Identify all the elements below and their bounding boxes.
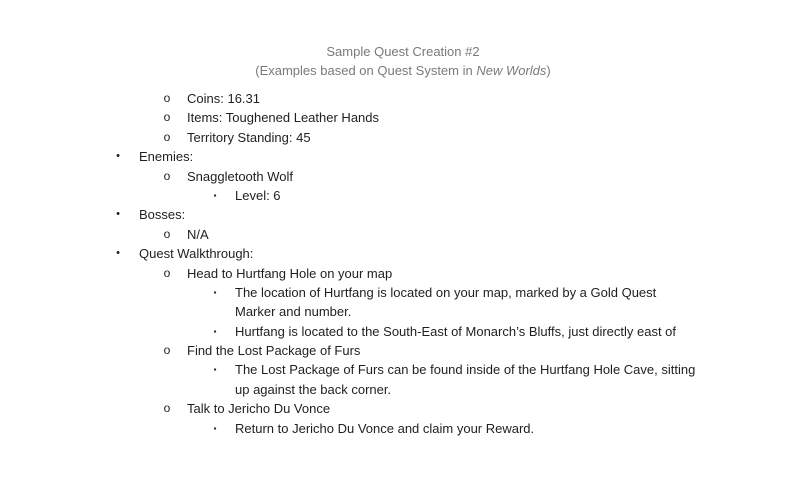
list-item (0, 108, 806, 127)
bullet-icon: ▪ (213, 326, 217, 336)
list-item (0, 186, 806, 205)
list-item-text: Return to Jericho Du Vonce and claim your Reward. (235, 420, 535, 436)
bullet-icon: o (163, 168, 171, 183)
list-item (0, 264, 806, 283)
document-title: Sample Quest Creation #2 (326, 44, 480, 59)
list-item-text: Bosses: (139, 207, 186, 223)
bullet-icon: ▪ (213, 423, 217, 433)
list-item (0, 360, 806, 379)
bullet-icon: o (163, 401, 171, 416)
list-item (0, 225, 806, 244)
bullet-icon: • (116, 208, 120, 221)
list-item-text: Level: 6 (235, 187, 281, 203)
list-item-text: N/A (187, 226, 209, 242)
list-item (0, 283, 806, 302)
bullet-icon: ▪ (213, 287, 217, 297)
list-item-text: The location of Hurtfang is located on your map, marked by a Gold Quest (235, 284, 657, 300)
bullet-icon: o (163, 226, 171, 241)
list-item-text: The Lost Package of Furs can be found inside of the Hurtfang Hole Cave, sitting (235, 362, 696, 378)
document-body (0, 89, 806, 438)
list-item (0, 302, 806, 321)
list-item (0, 167, 806, 186)
bullet-icon: o (163, 265, 171, 280)
bullet-icon: ▪ (213, 365, 217, 375)
list-item-text: Snaggletooth Wolf (187, 168, 293, 184)
bullet-icon: o (163, 91, 171, 105)
list-item-text: Marker and number. (235, 304, 352, 320)
list-item (0, 205, 806, 224)
bullet-icon: o (163, 343, 171, 358)
list-item (0, 128, 806, 147)
list-item (0, 322, 806, 341)
list-item-text: Items: Toughened Leather Hands (187, 110, 380, 126)
list-item (0, 399, 806, 418)
subtitle-suffix: ) (546, 63, 551, 78)
list-item (0, 89, 806, 108)
list-item-text: Hurtfang is located to the South-East of Monarch’s Bluffs, just directly east of (235, 323, 677, 339)
list-item (0, 244, 806, 263)
list-item-text: Coins: 16.31 (187, 91, 260, 106)
document-subtitle (0, 61, 806, 80)
list-item (0, 341, 806, 360)
document-header (0, 42, 806, 80)
bullet-icon: • (116, 150, 120, 163)
bullet-icon: o (163, 110, 171, 125)
list-item-text: Territory Standing: 45 (187, 129, 311, 145)
list-item-text: Talk to Jericho Du Vonce (187, 401, 331, 417)
subtitle-prefix: (Examples based on Quest System in (255, 63, 477, 78)
list-item (0, 147, 806, 166)
subtitle-game-name: New Worlds (476, 63, 547, 78)
list-item-text: Find the Lost Package of Furs (187, 343, 361, 359)
list-item (0, 380, 806, 399)
bullet-icon: • (116, 247, 120, 260)
bullet-icon: ▪ (213, 190, 217, 200)
list-item-text: up against the back corner. (235, 381, 392, 397)
bullet-icon: o (163, 129, 171, 144)
list-item-text: Head to Hurtfang Hole on your map (187, 265, 393, 281)
list-item-text: Enemies: (139, 149, 194, 165)
list-item (0, 419, 806, 438)
list-item-text: Quest Walkthrough: (139, 246, 254, 262)
